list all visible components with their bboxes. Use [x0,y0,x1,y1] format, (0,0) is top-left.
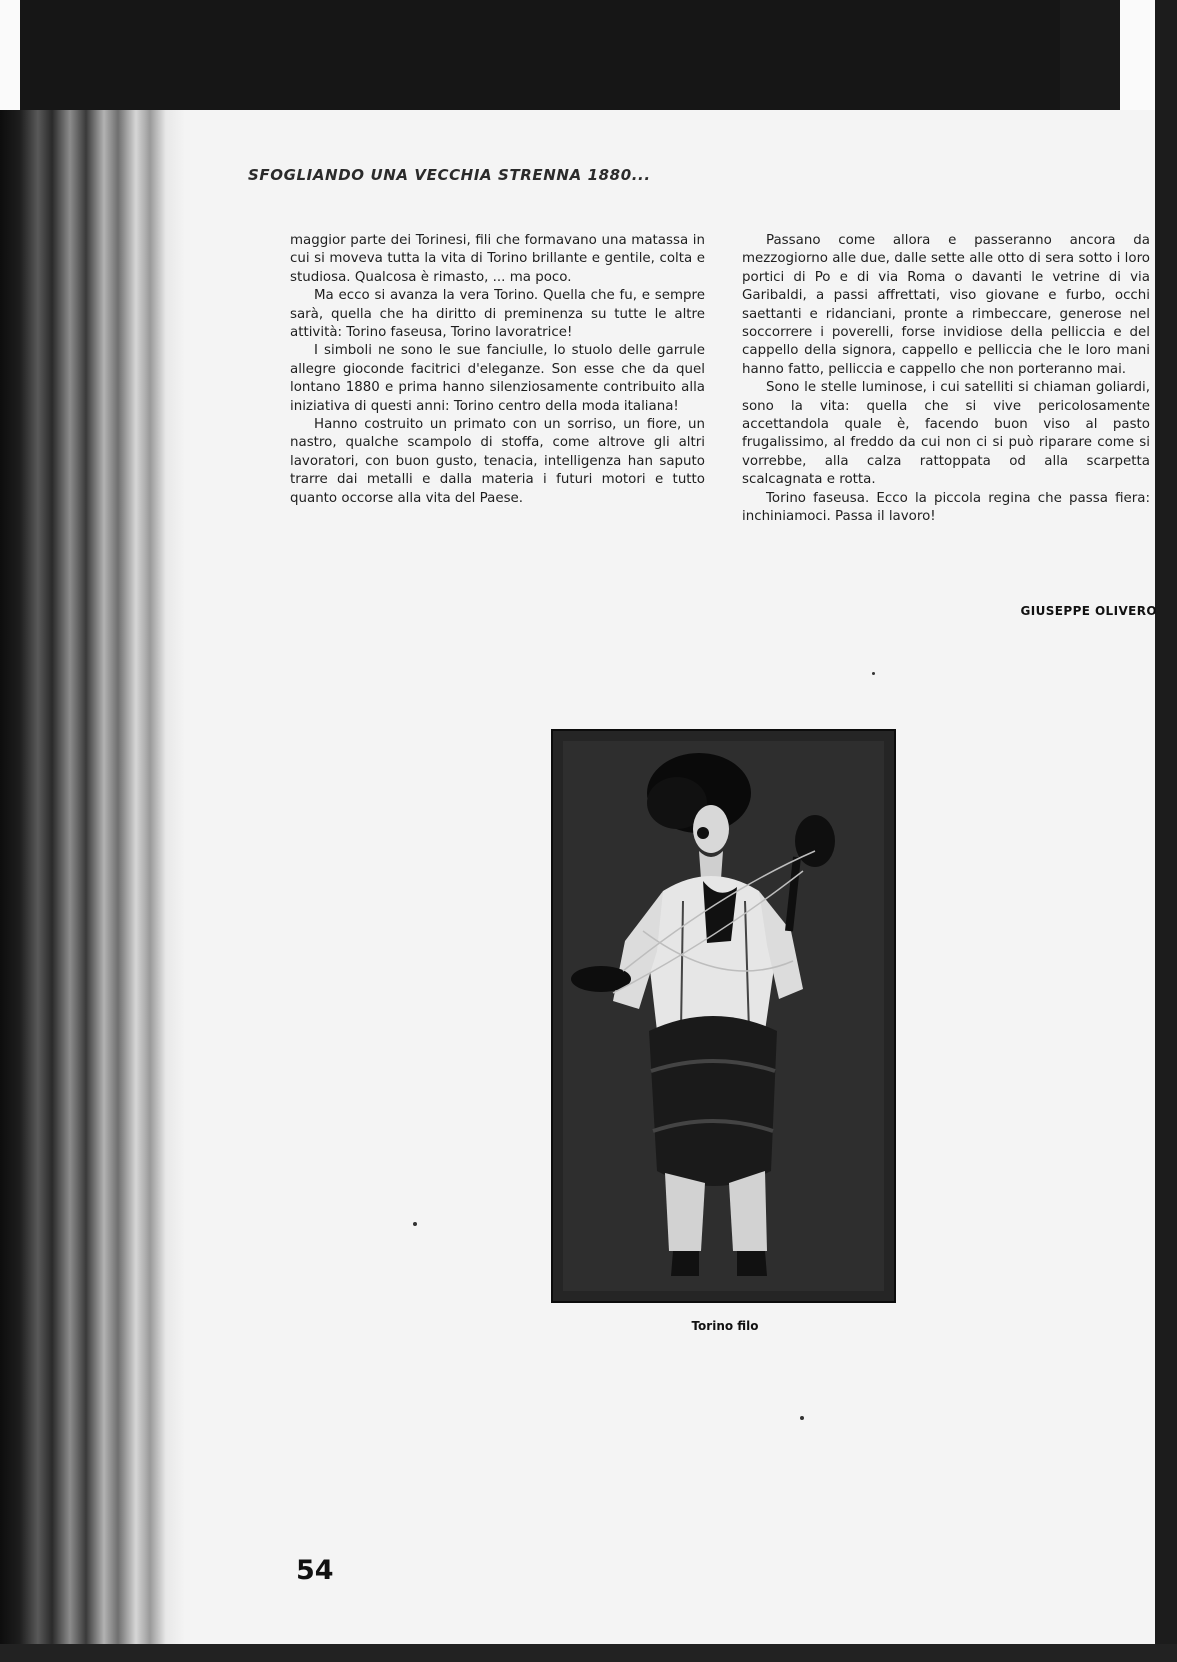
illustration-figure [551,729,896,1303]
book-page-edges [0,110,185,1662]
print-speck [872,672,875,675]
scan-right-edge [1155,0,1177,1662]
paragraph: Ma ecco si avanza la vera Torino. Quella che fu, e sempre sarà, quella che ha diritto di preminenza su tutte le altre attività: Torino faseusa, Torino lavoratrice! [290,288,705,341]
page-number: 54 [296,1555,334,1586]
paragraph: Passano come allora e passeranno ancora da mezzogiorno alle due, dalle sette alle otto di sera sotto i loro portici di Po e di via Roma o davanti le vetrine di via Garibaldi, a passi affrettati, viso giovane e furbo, occhi saettanti e ridanciani, pronte a rimbeccare, generose nel soccorrere i poverelli, forse invidiose della pelliccia e del cappello della signora, cappello e pelliccia che le loro mani hanno fatto, pelliccia e cappello che non porteranno mai. [742,233,1150,377]
article-left-column [290,232,705,508]
print-speck [413,1222,417,1226]
paragraph: maggior parte dei Torinesi, fili che formavano una matassa in cui si moveva tutta la vita di Torino brillante e gentile, colta e studiosa. Qualcosa è rimasto, ... ma poco. [290,233,705,285]
article-right-column [742,232,1150,527]
figure-caption: Torino filo [691,1319,759,1333]
paragraph: Hanno costruito un primato con un sorriso, un fiore, un nastro, qualche scampolo di stoffa, come altrove gli altri lavoratori, con buon gusto, tenacia, intelligenza han saputo trarre dai metalli e dalla materia i futuri motori e tutto quanto occorse alla vita del Paese. [290,417,705,506]
paragraph: Torino faseusa. Ecco la piccola regina che passa fiera: inchiniamoci. Passa il lavoro! [742,490,1150,525]
woman-illustration [553,731,894,1301]
paragraph: Sono le stelle luminose, i cui satelliti si chiaman goliardi, sono la vita: quella che si vive pericolosamente accettandola quale è, facendo buon viso al pasto frugalissimo, al freddo da cui non ci si può riparare come si vorrebbe, alla calza rattoppata od alla scarpetta scalcagnata e rotta. [742,380,1150,488]
running-title: SFOGLIANDO UNA VECCHIA STRENNA 1880... [248,166,651,184]
paragraph: I simboli ne sono le sue fanciulle, lo stuolo delle garrule allegre gioconde facitrici d'eleganze. Son esse che da quel lontano 1880 e prima hanno silenziosamente contribuito alla iniziativa di questi anni: Torino centro della moda italiana! [290,343,705,414]
scan-bottom-edge [0,1644,1177,1662]
scan-top-shadow [20,0,1060,110]
article-author: GIUSEPPE OLIVERO [1020,604,1157,618]
print-speck [800,1416,804,1420]
